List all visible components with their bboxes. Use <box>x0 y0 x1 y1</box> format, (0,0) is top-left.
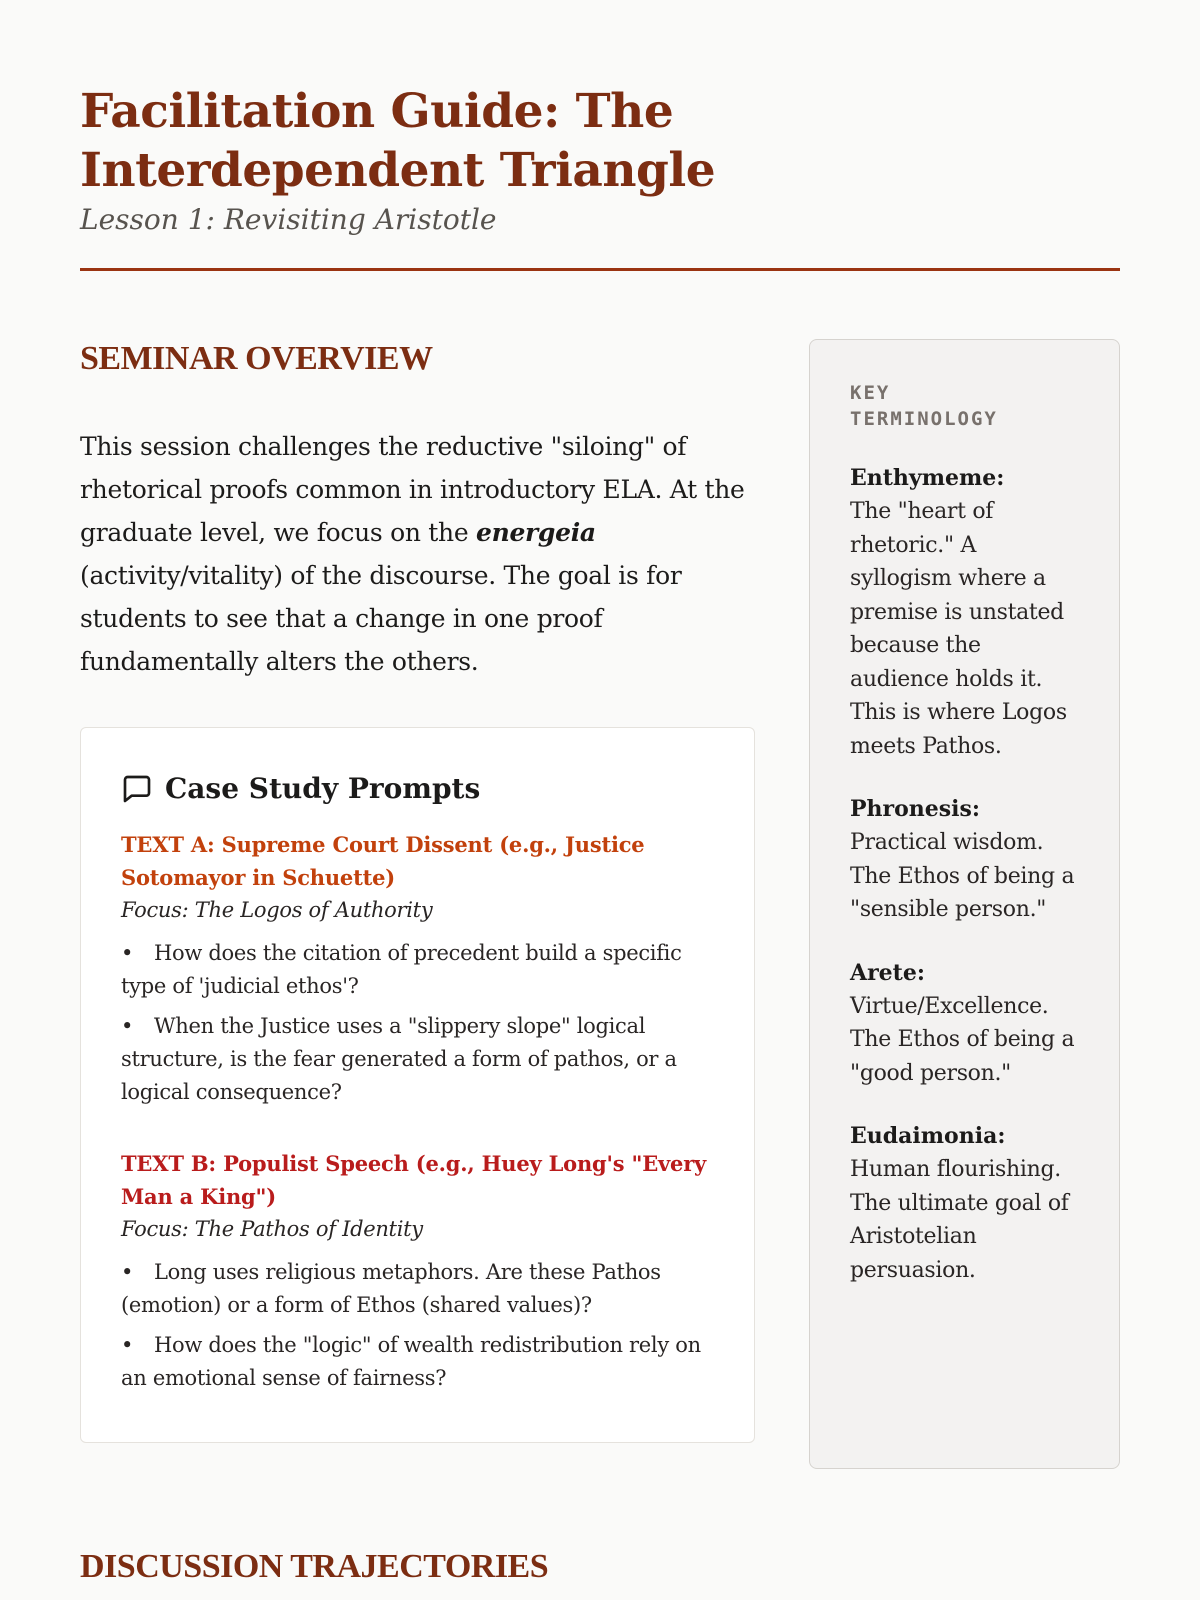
case-study-title-text: Case Study Prompts <box>165 772 481 805</box>
content-grid <box>80 339 1120 1469</box>
chat-bubble-icon <box>121 773 153 805</box>
question-list <box>121 1256 714 1395</box>
question-item <box>121 937 714 1003</box>
overview-text-part-2: (activity/vitality) of the discourse. The goal is for students to see that a change in one proof fundamentally alters the others. <box>80 561 682 676</box>
case-study-text-a <box>121 828 714 1109</box>
case-focus: Focus: The Logos of Authority <box>121 898 433 922</box>
bullet-icon: • <box>121 1260 134 1284</box>
key-terminology-sidebar <box>809 339 1120 1469</box>
case-focus: Focus: The Pathos of Identity <box>121 1217 423 1241</box>
discussion-trajectories-heading: DISCUSSION TRAJECTORIES <box>80 1548 549 1585</box>
question-text: When the Justice uses a "slippery slope" logical structure, is the fear generated a form of pathos, or a logical consequence? <box>121 1014 677 1104</box>
question-text: How does the "logic" of wealth redistribution rely on an emotional sense of fairness? <box>121 1333 701 1390</box>
document-subtitle: Lesson 1: Revisiting Aristotle <box>80 203 497 236</box>
bullet-icon: • <box>121 941 134 965</box>
main-column <box>80 339 755 1469</box>
case-label: TEXT A: Supreme Court Dissent (e.g., Justice Sotomayor in Schuette) <box>121 832 645 890</box>
case-study-title <box>121 772 714 806</box>
question-item <box>121 1329 714 1395</box>
seminar-overview-heading: SEMINAR OVERVIEW <box>80 340 433 377</box>
term-enthymeme <box>850 462 1079 763</box>
energeia-emphasis: energeia <box>475 518 596 547</box>
term-definition: Virtue/Excellence. The Ethos of being a "good person." <box>850 993 1075 1086</box>
term-definition: The "heart of rhetoric." A syllogism where a premise is unstated because the audience holds it. This is where Logos meets Pathos. <box>850 499 1067 759</box>
bullet-icon: • <box>121 1014 134 1038</box>
document-header <box>80 82 1120 271</box>
question-list <box>121 937 714 1109</box>
term-eudaimonia <box>850 1120 1079 1287</box>
case-study-card <box>80 727 755 1443</box>
overview-text-part-1: This session challenges the reductive "siloing" of rhetorical proofs common in introductory ELA. At the graduate level, we focus on the <box>80 432 745 547</box>
term-arete <box>850 957 1079 1091</box>
term-name: Enthymeme: <box>850 465 1005 491</box>
question-item <box>121 1010 714 1109</box>
case-label: TEXT B: Populist Speech (e.g., Huey Long's "Every Man a King") <box>121 1151 707 1209</box>
header-divider <box>80 268 1120 271</box>
question-item <box>121 1256 714 1322</box>
term-definition: Practical wisdom. The Ethos of being a "sensible person." <box>850 830 1075 922</box>
case-study-text-b <box>121 1147 714 1395</box>
document-title: Facilitation Guide: The Interdependent Triangle <box>80 84 716 198</box>
question-text: How does the citation of precedent build a specific type of 'judicial ethos'? <box>121 941 682 998</box>
bullet-icon: • <box>121 1333 134 1357</box>
term-definition: Human flourishing. The ultimate goal of Aristotelian persuasion. <box>850 1157 1069 1283</box>
term-name: Arete: <box>850 959 925 986</box>
term-name: Phronesis: <box>850 796 981 822</box>
question-text: Long uses religious metaphors. Are these Pathos (emotion) or a form of Ethos (shared values)? <box>121 1260 661 1317</box>
seminar-overview-text <box>80 425 755 683</box>
discussion-trajectories-section <box>80 1547 1120 1587</box>
term-phronesis <box>850 793 1079 927</box>
term-name: Eudaimonia: <box>850 1123 1006 1149</box>
key-terminology-heading: KEY TERMINOLOGY <box>850 382 998 430</box>
